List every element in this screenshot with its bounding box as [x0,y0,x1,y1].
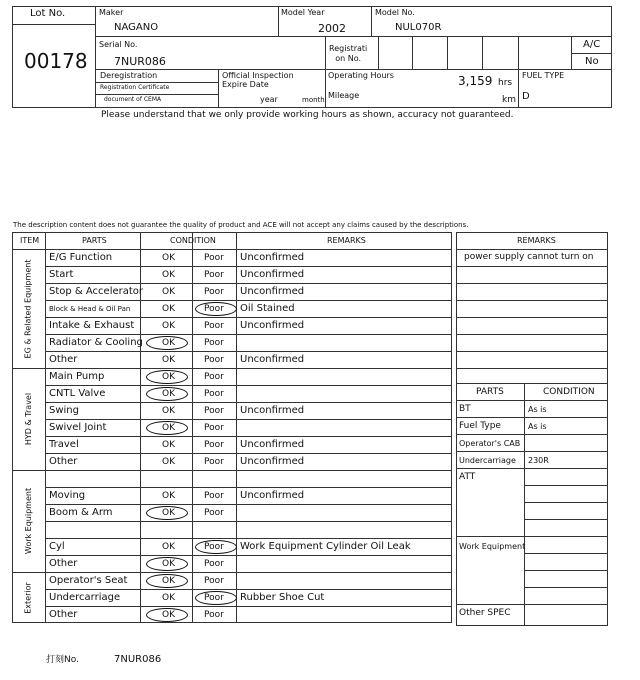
right-remark-0: power supply cannot turn on [464,252,594,262]
condition-ok: OK [162,440,175,450]
model-no-value: NUL070R [395,22,442,33]
part-label: Other [49,354,78,365]
header-remarks-right: REMARKS [517,236,556,245]
header-remarks: REMARKS [327,236,366,245]
condition-poor: Poor [204,338,224,348]
remark-text: Unconfirmed [240,439,305,450]
part-label: Other [49,558,78,569]
condition-poor: Poor [204,406,224,416]
part-label: Travel [49,439,79,450]
condition-poor: Poor [204,389,224,399]
model-no-label: Model No. [375,8,415,17]
spec-row-under: Undercarriage [459,456,516,465]
condition-poor: Poor [204,593,224,603]
poor-circle-mark [195,540,237,554]
header-parts: PARTS [82,236,107,245]
condition-poor: Poor [204,440,224,450]
group-label: HYD & Travel [23,392,33,446]
condition-ok: OK [162,491,175,501]
ac-value: No [585,56,599,67]
remark-text: Unconfirmed [240,269,305,280]
spec-parts-header: PARTS [476,387,504,397]
serial-no-value: 7NUR086 [114,55,166,68]
condition-ok: OK [162,287,175,297]
part-label: Cyl [49,541,65,552]
poor-circle-mark [195,591,237,605]
remark-text: Unconfirmed [240,456,305,467]
remark-text: Unconfirmed [240,286,305,297]
condition-ok: OK [162,321,175,331]
model-year-value: 2002 [318,22,346,35]
spec-other-spec: Other SPEC [459,608,511,618]
ok-circle-mark [146,370,188,384]
header-condition: CONDITION [170,236,216,245]
remark-text: Rubber Shoe Cut [240,592,325,603]
operating-hours-value: 3,159 [458,74,493,88]
condition-ok: OK [162,355,175,365]
condition-ok: OK [162,457,175,467]
fuel-type-value: D [522,91,530,102]
condition-ok: OK [162,559,175,569]
footer-stamp-value: 7NUR086 [114,654,162,665]
remark-text: Unconfirmed [240,354,305,365]
condition-ok: OK [162,542,175,552]
accuracy-notice: Please understand that we only provide working hours as shown, accuracy not guaranteed. [101,110,514,120]
ac-label: A/C [583,39,601,50]
part-label: Stop & Accelerator [49,286,144,297]
group-label: EG & Related Equipment [23,259,33,358]
part-label: Radiator & Cooling [49,337,143,348]
registration-label: Registrati on No. [329,44,368,63]
month-label: month [302,96,325,104]
year-label: year [260,95,278,104]
header-item: ITEM [20,236,40,245]
ok-circle-mark [146,387,188,401]
spec-row-fuel: Fuel Type [459,421,501,431]
remark-text: Unconfirmed [240,320,305,331]
km-label: km [502,95,516,105]
model-year-label: Model Year [281,8,325,17]
part-label: Block & Head & Oil Pan [49,305,131,313]
spec-row-att: ATT [459,472,476,482]
condition-poor: Poor [204,542,224,552]
maker-label: Maker [99,8,124,17]
lot-no-value: 00178 [24,49,88,73]
condition-poor: Poor [204,610,224,620]
remark-text: Unconfirmed [240,405,305,416]
ok-circle-mark [146,608,188,622]
condition-poor: Poor [204,457,224,467]
remark-text: Unconfirmed [240,252,305,263]
condition-ok: OK [162,338,175,348]
part-label: Intake & Exhaust [49,320,135,331]
remark-text: Unconfirmed [240,490,305,501]
maker-value: NAGANO [114,22,159,33]
serial-no-label: Serial No. [99,40,138,49]
condition-poor: Poor [204,508,224,518]
lot-no-label: Lot No. [30,8,66,19]
condition-ok: OK [162,253,175,263]
condition-poor: Poor [204,321,224,331]
document-cema-label: document of CEMA [104,96,162,103]
part-label: Undercarriage [49,592,121,603]
condition-ok: OK [162,270,175,280]
operating-hours-label: Operating Hours [328,71,394,80]
deregistration-label: Deregistration [100,71,158,80]
remark-text: Oil Stained [240,303,295,314]
condition-ok: OK [162,423,175,433]
registration-certificate-label: Registration Certificate [100,84,170,91]
condition-poor: Poor [204,270,224,280]
condition-poor: Poor [204,287,224,297]
part-label: Operator's Seat [49,575,128,586]
condition-ok: OK [162,576,175,586]
spec-work-equipment: Work Equipment [459,542,526,551]
hrs-label: hrs [498,78,513,88]
ok-circle-mark [146,336,188,350]
condition-poor: Poor [204,576,224,586]
spec-table-frame [456,383,608,626]
remark-text: Work Equipment Cylinder Oil Leak [240,541,411,552]
condition-poor: Poor [204,253,224,263]
condition-ok: OK [162,304,175,314]
condition-poor: Poor [204,423,224,433]
spec-row-bt-condition: As is [528,405,547,414]
part-label: Start [49,269,74,280]
condition-ok: OK [162,372,175,382]
condition-ok: OK [162,508,175,518]
spec-row-bt: BT [459,404,471,414]
condition-ok: OK [162,593,175,603]
condition-poor: Poor [204,372,224,382]
condition-ok: OK [162,406,175,416]
disclaimer: The description content does not guarantee the quality of product and ACE will not accept any claims caused by the descriptions. [13,221,469,229]
footer-stamp-label: 打刻No. [46,655,79,665]
condition-poor: Poor [204,304,224,314]
spec-condition-header: CONDITION [543,387,595,397]
condition-poor: Poor [204,559,224,569]
group-label: Work Equipment [23,487,33,555]
group-label: Exterior [23,581,33,614]
part-label: Swivel Joint [49,422,107,433]
condition-ok: OK [162,389,175,399]
condition-ok: OK [162,610,175,620]
official-inspection-label: Official Inspection Expire Date [222,71,294,89]
part-label: CNTL Valve [49,388,106,399]
part-label: Other [49,609,78,620]
part-label: Swing [49,405,79,416]
spec-row-fuel-condition: As is [528,422,547,431]
poor-circle-mark [195,302,237,316]
ok-circle-mark [146,506,188,520]
ok-circle-mark [146,557,188,571]
fuel-type-label: FUEL TYPE [522,71,565,80]
spec-row-cab: Operator's CAB [459,439,521,448]
ok-circle-mark [146,574,188,588]
part-label: Boom & Arm [49,507,113,518]
condition-poor: Poor [204,491,224,501]
part-label: E/G Function [49,252,113,263]
mileage-label: Mileage [328,91,360,100]
part-label: Other [49,456,78,467]
part-label: Main Pump [49,371,105,382]
spec-row-under-condition: 230R [528,456,549,465]
ok-circle-mark [146,421,188,435]
condition-poor: Poor [204,355,224,365]
part-label: Moving [49,490,86,501]
